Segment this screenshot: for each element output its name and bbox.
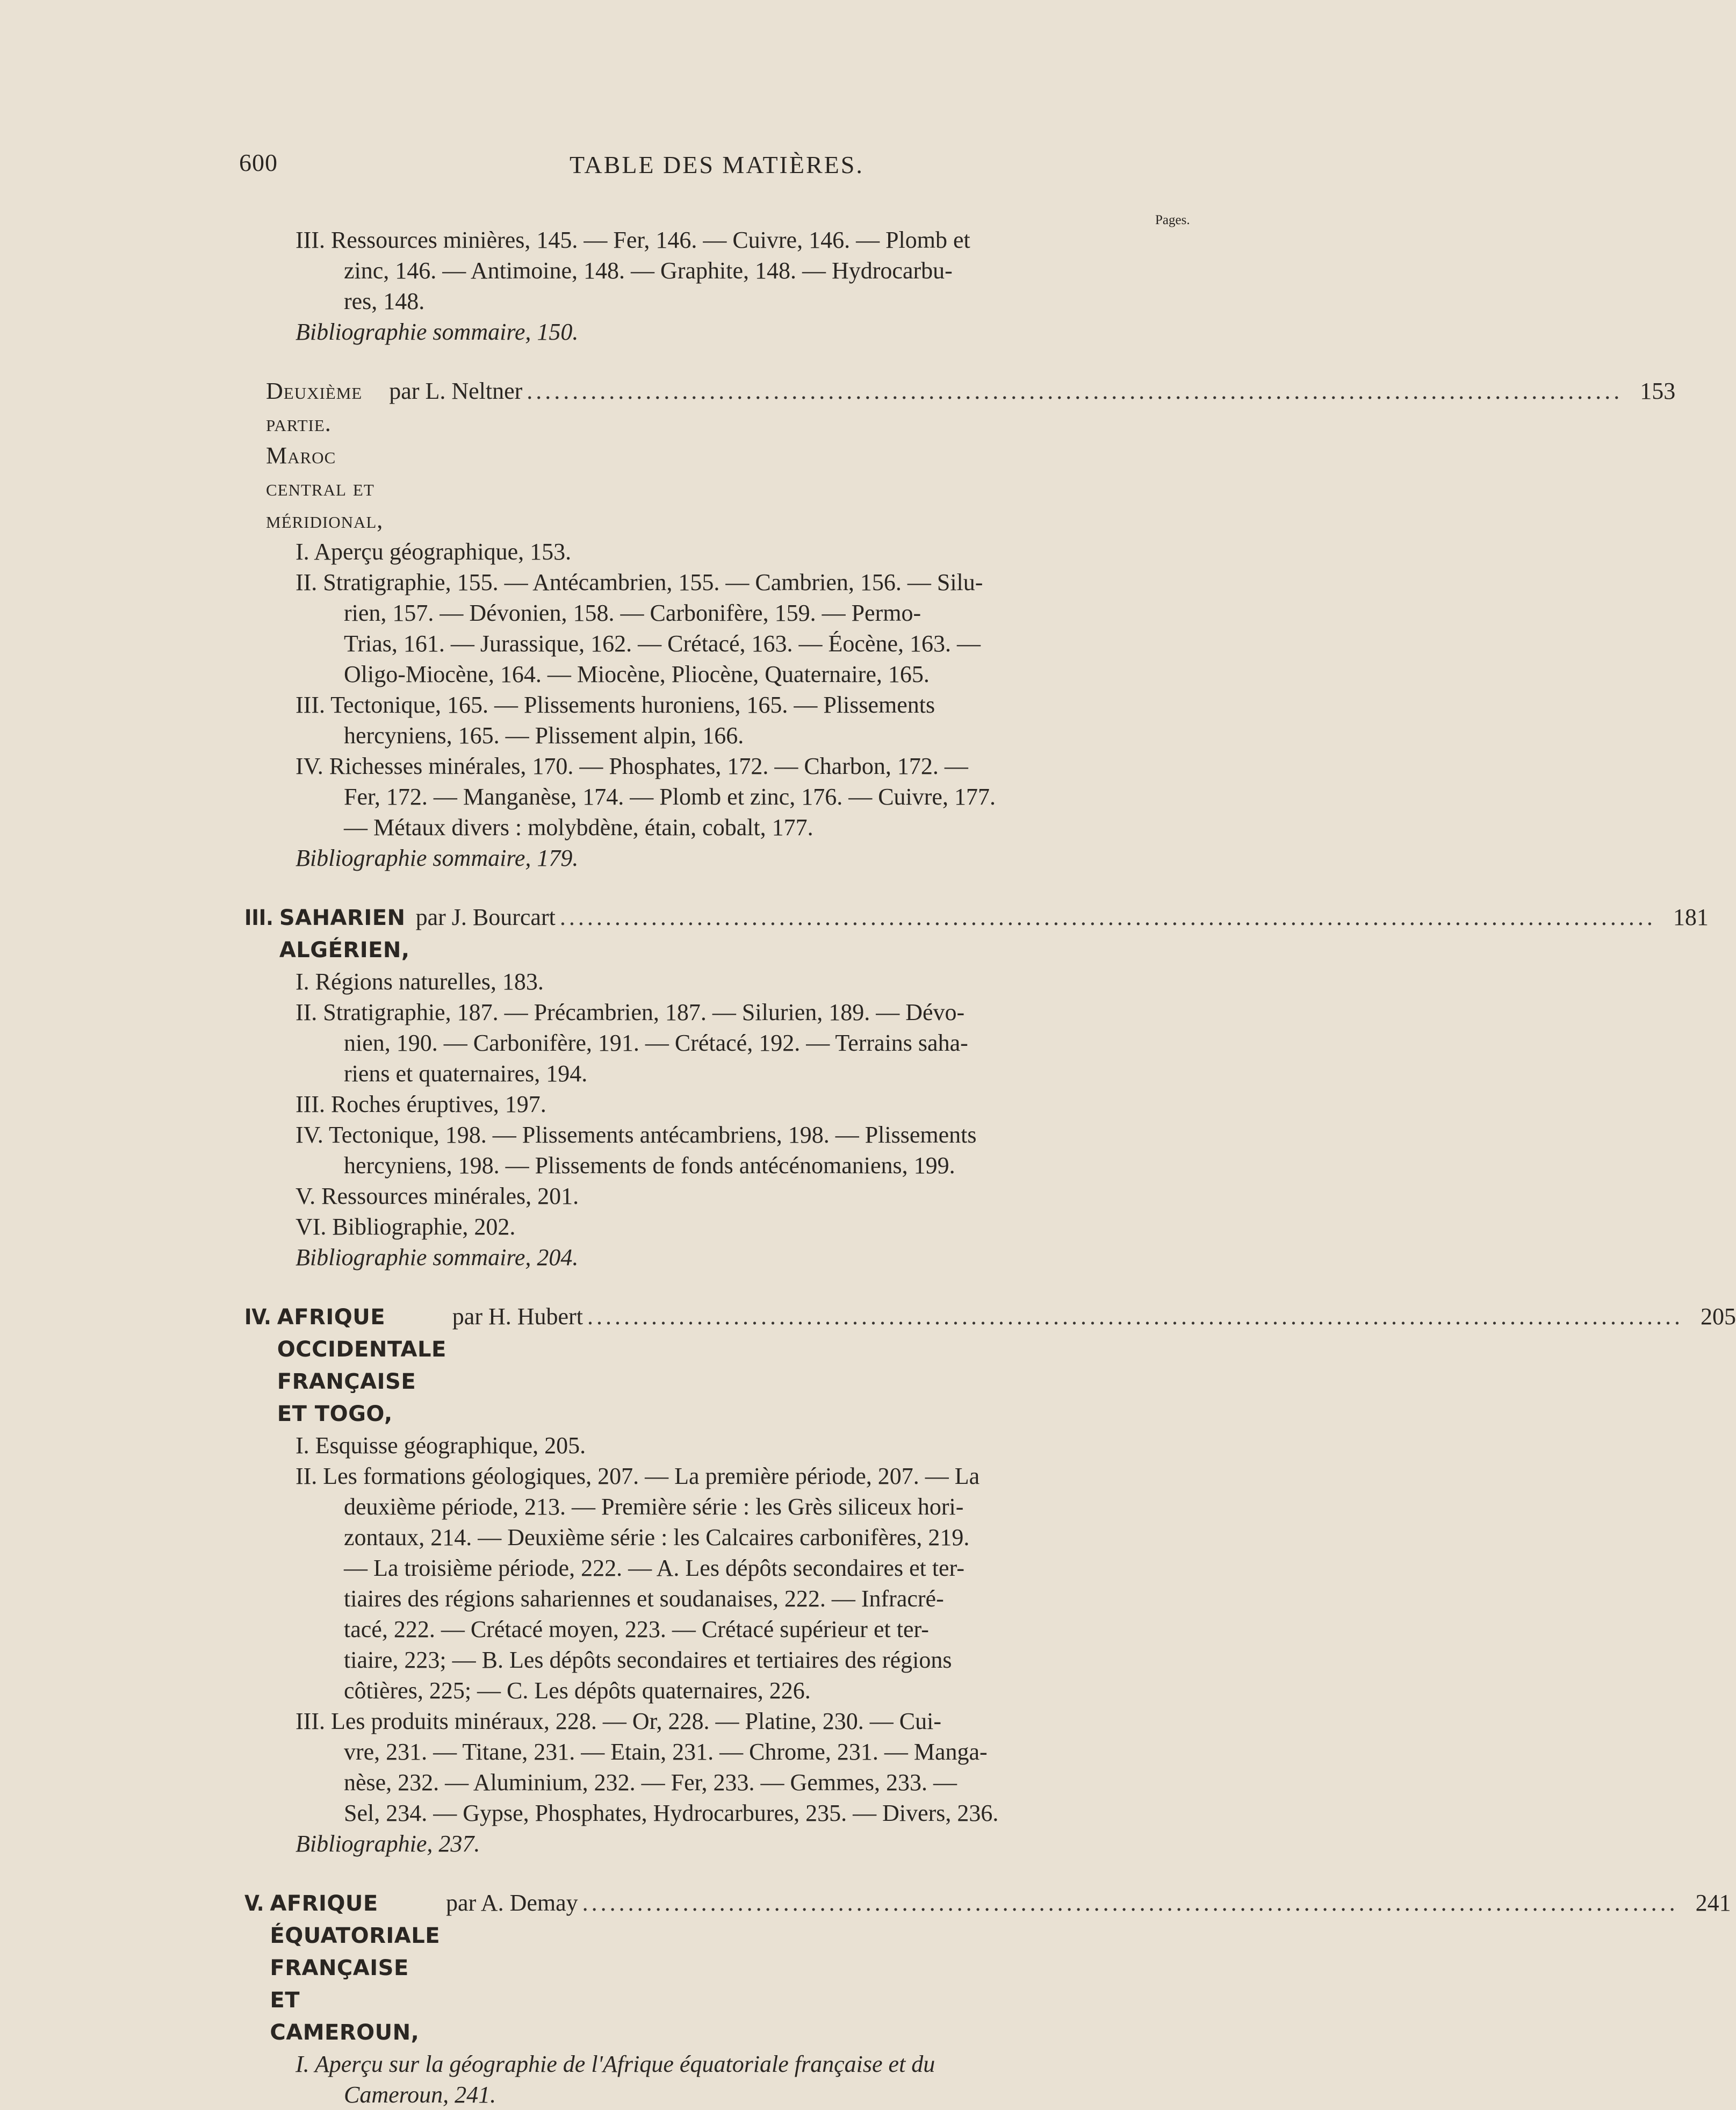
toc-line: II. Stratigraphie, 155. — Antécambrien, 155. — Cambrien, 156. — Silu- bbox=[296, 569, 983, 595]
part-title: AFRIQUE OCCIDENTALE FRANÇAISE ET TOGO, bbox=[277, 1305, 446, 1426]
toc-line: deuxième période, 213. — Première série : les Grès siliceux hori- bbox=[344, 1494, 964, 1520]
part-title: Deuxième partie. Maroc central et méridional, bbox=[266, 378, 384, 533]
toc-line: tacé, 222. — Crétacé moyen, 223. — Crétacé supérieur et ter- bbox=[344, 1616, 929, 1642]
toc-line: Bibliographie, 237. bbox=[296, 1831, 480, 1857]
toc-line: nien, 190. — Carbonifère, 191. — Crétacé, 192. — Terrains saha- bbox=[344, 1030, 968, 1056]
toc-line: tiaire, 223; — B. Les dépôts secondaires et tertiaires des régions bbox=[344, 1647, 952, 1673]
part-page: 153 bbox=[1640, 378, 1676, 404]
part-number: V. bbox=[244, 1891, 264, 1916]
toc-line: I. Régions naturelles, 183. bbox=[296, 968, 544, 995]
toc-line: III. Les produits minéraux, 228. — Or, 228. — Platine, 230. — Cui- bbox=[296, 1708, 941, 1734]
toc-line: rien, 157. — Dévonien, 158. — Carbonifère, 159. — Permo- bbox=[344, 600, 921, 626]
toc-line: vre, 231. — Titane, 231. — Etain, 231. — Chrome, 231. — Manga- bbox=[344, 1739, 988, 1765]
toc-line: I. Aperçu géographique, 153. bbox=[296, 539, 572, 565]
toc-line: III. Ressources minières, 145. — Fer, 146. — Cuivre, 146. — Plomb et bbox=[296, 227, 970, 253]
toc-line: IV. Tectonique, 198. — Plissements antécambriens, 198. — Plissements bbox=[296, 1122, 977, 1148]
pages-column-label: Pages. bbox=[1155, 213, 1190, 227]
toc-line: IV. Richesses minérales, 170. — Phosphates, 172. — Charbon, 172. — bbox=[296, 753, 968, 779]
toc-line: Cameroun, 241. bbox=[344, 2082, 496, 2108]
part-number: IV. bbox=[244, 1305, 271, 1330]
toc-line: III. Tectonique, 165. — Plissements huroniens, 165. — Plissements bbox=[296, 692, 935, 718]
part-heading bbox=[244, 1887, 1731, 2049]
part-heading bbox=[244, 375, 1676, 536]
part-author: par A. Demay bbox=[440, 1890, 578, 1916]
part-author: par H. Hubert bbox=[446, 1303, 583, 1330]
toc-line: nèse, 232. — Aluminium, 232. — Fer, 233. — Gemmes, 233. — bbox=[344, 1769, 957, 1796]
part-page: 205 bbox=[1700, 1303, 1736, 1330]
toc-line: tiaires des régions sahariennes et soudanaises, 222. — Infracré- bbox=[344, 1585, 944, 1612]
toc-line: zontaux, 214. — Deuxième série : les Calcaires carbonifères, 219. bbox=[344, 1524, 970, 1551]
page-title: TABLE DES MATIÈRES. bbox=[570, 151, 864, 178]
part-title: AFRIQUE ÉQUATORIALE FRANÇAISE ET CAMEROUN, bbox=[270, 1891, 441, 2045]
toc-line: Oligo-Miocène, 164. — Miocène, Pliocène, Quaternaire, 165. bbox=[344, 661, 930, 687]
toc-line: Bibliographie sommaire, 179. bbox=[296, 845, 579, 871]
toc-line: VI. Bibliographie, 202. bbox=[296, 1214, 516, 1240]
part-heading bbox=[244, 901, 1709, 966]
toc-line: — Métaux divers : molybdène, étain, cobalt, 177. bbox=[344, 814, 813, 841]
toc-line: I. Esquisse géographique, 205. bbox=[296, 1432, 586, 1459]
part-author: par J. Bourcart bbox=[409, 904, 556, 930]
toc-line: II. Les formations géologiques, 207. — La première période, 207. — La bbox=[296, 1463, 980, 1489]
part-heading bbox=[244, 1301, 1736, 1430]
toc-line: riens et quaternaires, 194. bbox=[344, 1060, 588, 1087]
toc-line: II. Stratigraphie, 187. — Précambrien, 187. — Silurien, 189. — Dévo- bbox=[296, 999, 965, 1025]
toc-line: Trias, 161. — Jurassique, 162. — Crétacé, 163. — Éocène, 163. — bbox=[344, 630, 981, 657]
toc-line: res, 148. bbox=[344, 288, 425, 314]
toc-line: hercyniens, 165. — Plissement alpin, 166. bbox=[344, 722, 744, 749]
toc-line: Bibliographie sommaire, 150. bbox=[296, 319, 579, 345]
part-page: 241 bbox=[1695, 1890, 1731, 1916]
toc-line: Fer, 172. — Manganèse, 174. — Plomb et zinc, 176. — Cuivre, 177. bbox=[344, 784, 996, 810]
toc-line: III. Roches éruptives, 197. bbox=[296, 1091, 546, 1117]
leader-dots: ........................................................................................................................ bbox=[559, 904, 1656, 930]
leader-dots: ........................................................................................................................ bbox=[527, 378, 1623, 404]
toc-line: Bibliographie sommaire, 204. bbox=[296, 1244, 579, 1271]
toc-line: — La troisième période, 222. — A. Les dépôts secondaires et ter- bbox=[344, 1555, 964, 1581]
part-page: 181 bbox=[1673, 904, 1709, 930]
table-of-contents bbox=[244, 225, 1736, 2110]
toc-line: V. Ressources minérales, 201. bbox=[296, 1183, 579, 1209]
toc-line: zinc, 146. — Antimoine, 148. — Graphite, 148. — Hydrocarbu- bbox=[344, 257, 953, 284]
toc-line: I. Aperçu sur la géographie de l'Afrique équatoriale française et du bbox=[296, 2051, 935, 2077]
toc-line: côtières, 225; — C. Les dépôts quaternaires, 226. bbox=[344, 1677, 811, 1704]
part-author: par L. Neltner bbox=[383, 378, 523, 404]
leader-dots: ........................................................................................................................ bbox=[587, 1303, 1683, 1330]
part-number: III. bbox=[244, 906, 273, 930]
page-number: 600 bbox=[239, 149, 278, 176]
part-title: SAHARIEN ALGÉRIEN, bbox=[279, 906, 410, 963]
toc-line: Sel, 234. — Gypse, Phosphates, Hydrocarbures, 235. — Divers, 236. bbox=[344, 1800, 999, 1826]
leader-dots: ........................................................................................................................ bbox=[582, 1890, 1679, 1916]
toc-line: hercyniens, 198. — Plissements de fonds antécénomaniens, 199. bbox=[344, 1152, 955, 1179]
